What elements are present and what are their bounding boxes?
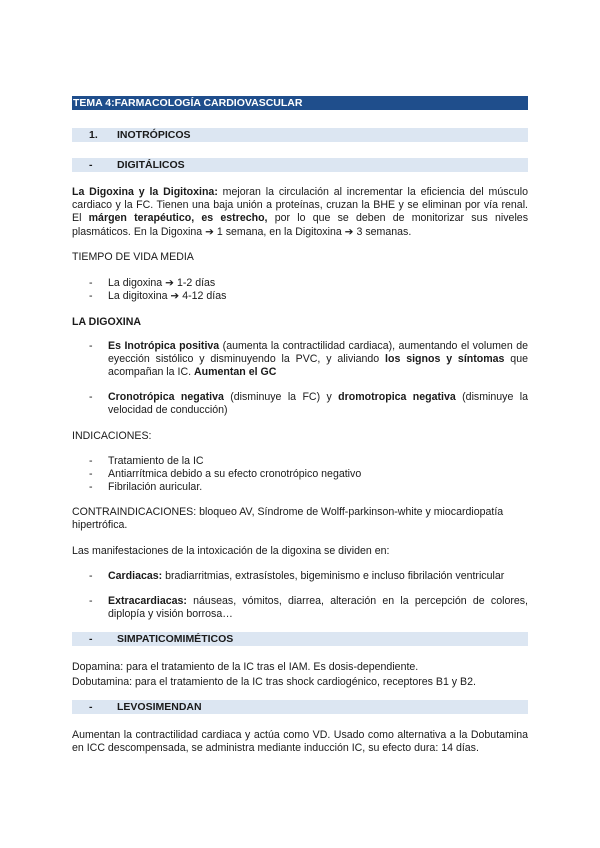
intoxicacion-intro: Las manifestaciones de la intoxicación de la digoxina se dividen en: <box>72 545 390 557</box>
section-label: INOTRÓPICOS <box>117 129 191 141</box>
list-item: - La digoxina ➔ 1-2 días <box>89 277 216 289</box>
list-item: - Cardiacas: bradiarritmias, extrasístoles, bigeminismo e incluso fibrilación ventricular <box>89 570 505 582</box>
section-inotropicos <box>72 128 528 142</box>
digoxina-list <box>72 340 528 380</box>
list-item: - La digitoxina ➔ 4-12 días <box>89 290 227 303</box>
intoxicacion-list-2 <box>72 595 528 621</box>
list-item: - Extracardiacas: náuseas, vómitos, diarrea, alteración en la percepción de colores, diplopía y visión borrosa… <box>89 595 528 621</box>
digoxina-heading: LA DIGOXINA <box>72 316 142 328</box>
intro-bold-1: La Digoxina y la Digitoxina: <box>72 186 218 198</box>
intro-text-1: mejoran la circulación al incrementar la eficiencia del músculo cardiaco y la FC. Tienen una baja unión a proteínas, cruzan la BHE y se eliminan por vía renal. El <box>72 186 528 225</box>
indicaciones-list <box>72 455 528 495</box>
contraindicaciones-paragraph: CONTRAINDICACIONES: bloqueo AV, Síndrome de Wolff-parkinson-white y miocardiopatía hipertrófica. <box>72 506 504 532</box>
section-simpaticomimeticos <box>72 632 528 646</box>
intro-paragraph <box>72 186 528 239</box>
section-marker: - <box>89 633 93 645</box>
list-item: - Cronotrópica negativa (disminuye la FC) y dromotropica negativa (disminuye la velocidad de conducción) <box>89 391 528 417</box>
list-item: - Fibrilación auricular. <box>89 481 203 494</box>
section-label: SIMPATICOMIMÉTICOS <box>117 633 234 645</box>
section-marker: - <box>89 159 93 171</box>
indicaciones-heading: INDICACIONES: <box>72 430 152 442</box>
dobutamina-line: Dobutamina: para el tratamiento de la IC tras shock cardiogénico, receptores B1 y B2. <box>72 676 476 688</box>
intro-text-2: por lo que se deben de monitorizar sus niveles plasmáticos. En la Digoxina ➔ 1 semana, en la Digitoxina ➔ 3 semanas. <box>72 212 528 238</box>
dopamina-line: Dopamina: para el tratamiento de la IC tras el IAM. Es dosis-dependiente. <box>72 661 419 673</box>
intoxicacion-list <box>72 570 528 583</box>
list-item: - Tratamiento de la IC <box>89 455 204 467</box>
section-label: LEVOSIMENDAN <box>117 701 202 713</box>
list-item: - Es Inotrópica positiva (aumenta la contractilidad cardiaca), aumentando el volumen de eyección sistólico y disminuyendo la PVC, y aliviando los signos y síntomas que acompañan la IC. Aumentan el GC <box>89 340 528 379</box>
section-marker: 1. <box>89 129 98 141</box>
section-levosimendan <box>72 700 528 714</box>
document-title: TEMA 4:FARMACOLOGÍA CARDIOVASCULAR <box>72 96 528 110</box>
vida-media-heading: TIEMPO DE VIDA MEDIA <box>72 251 194 263</box>
list-item: - Antiarrítmica debido a su efecto cronotrópico negativo <box>89 468 362 481</box>
section-marker: - <box>89 701 93 713</box>
vida-media-list <box>72 277 528 303</box>
intro-bold-2: márgen terapéutico, es estrecho, <box>88 212 268 225</box>
section-digitalicos <box>72 158 528 172</box>
digoxina-list-2 <box>72 391 528 417</box>
section-label: DIGITÁLICOS <box>117 159 185 171</box>
levosimendan-paragraph: Aumentan la contractilidad cardiaca y actúa como VD. Usado como alternativa a la Dobutamina en ICC descompensada, se administra mediante inducción IC, su efecto dura: 14 días. <box>72 729 528 755</box>
